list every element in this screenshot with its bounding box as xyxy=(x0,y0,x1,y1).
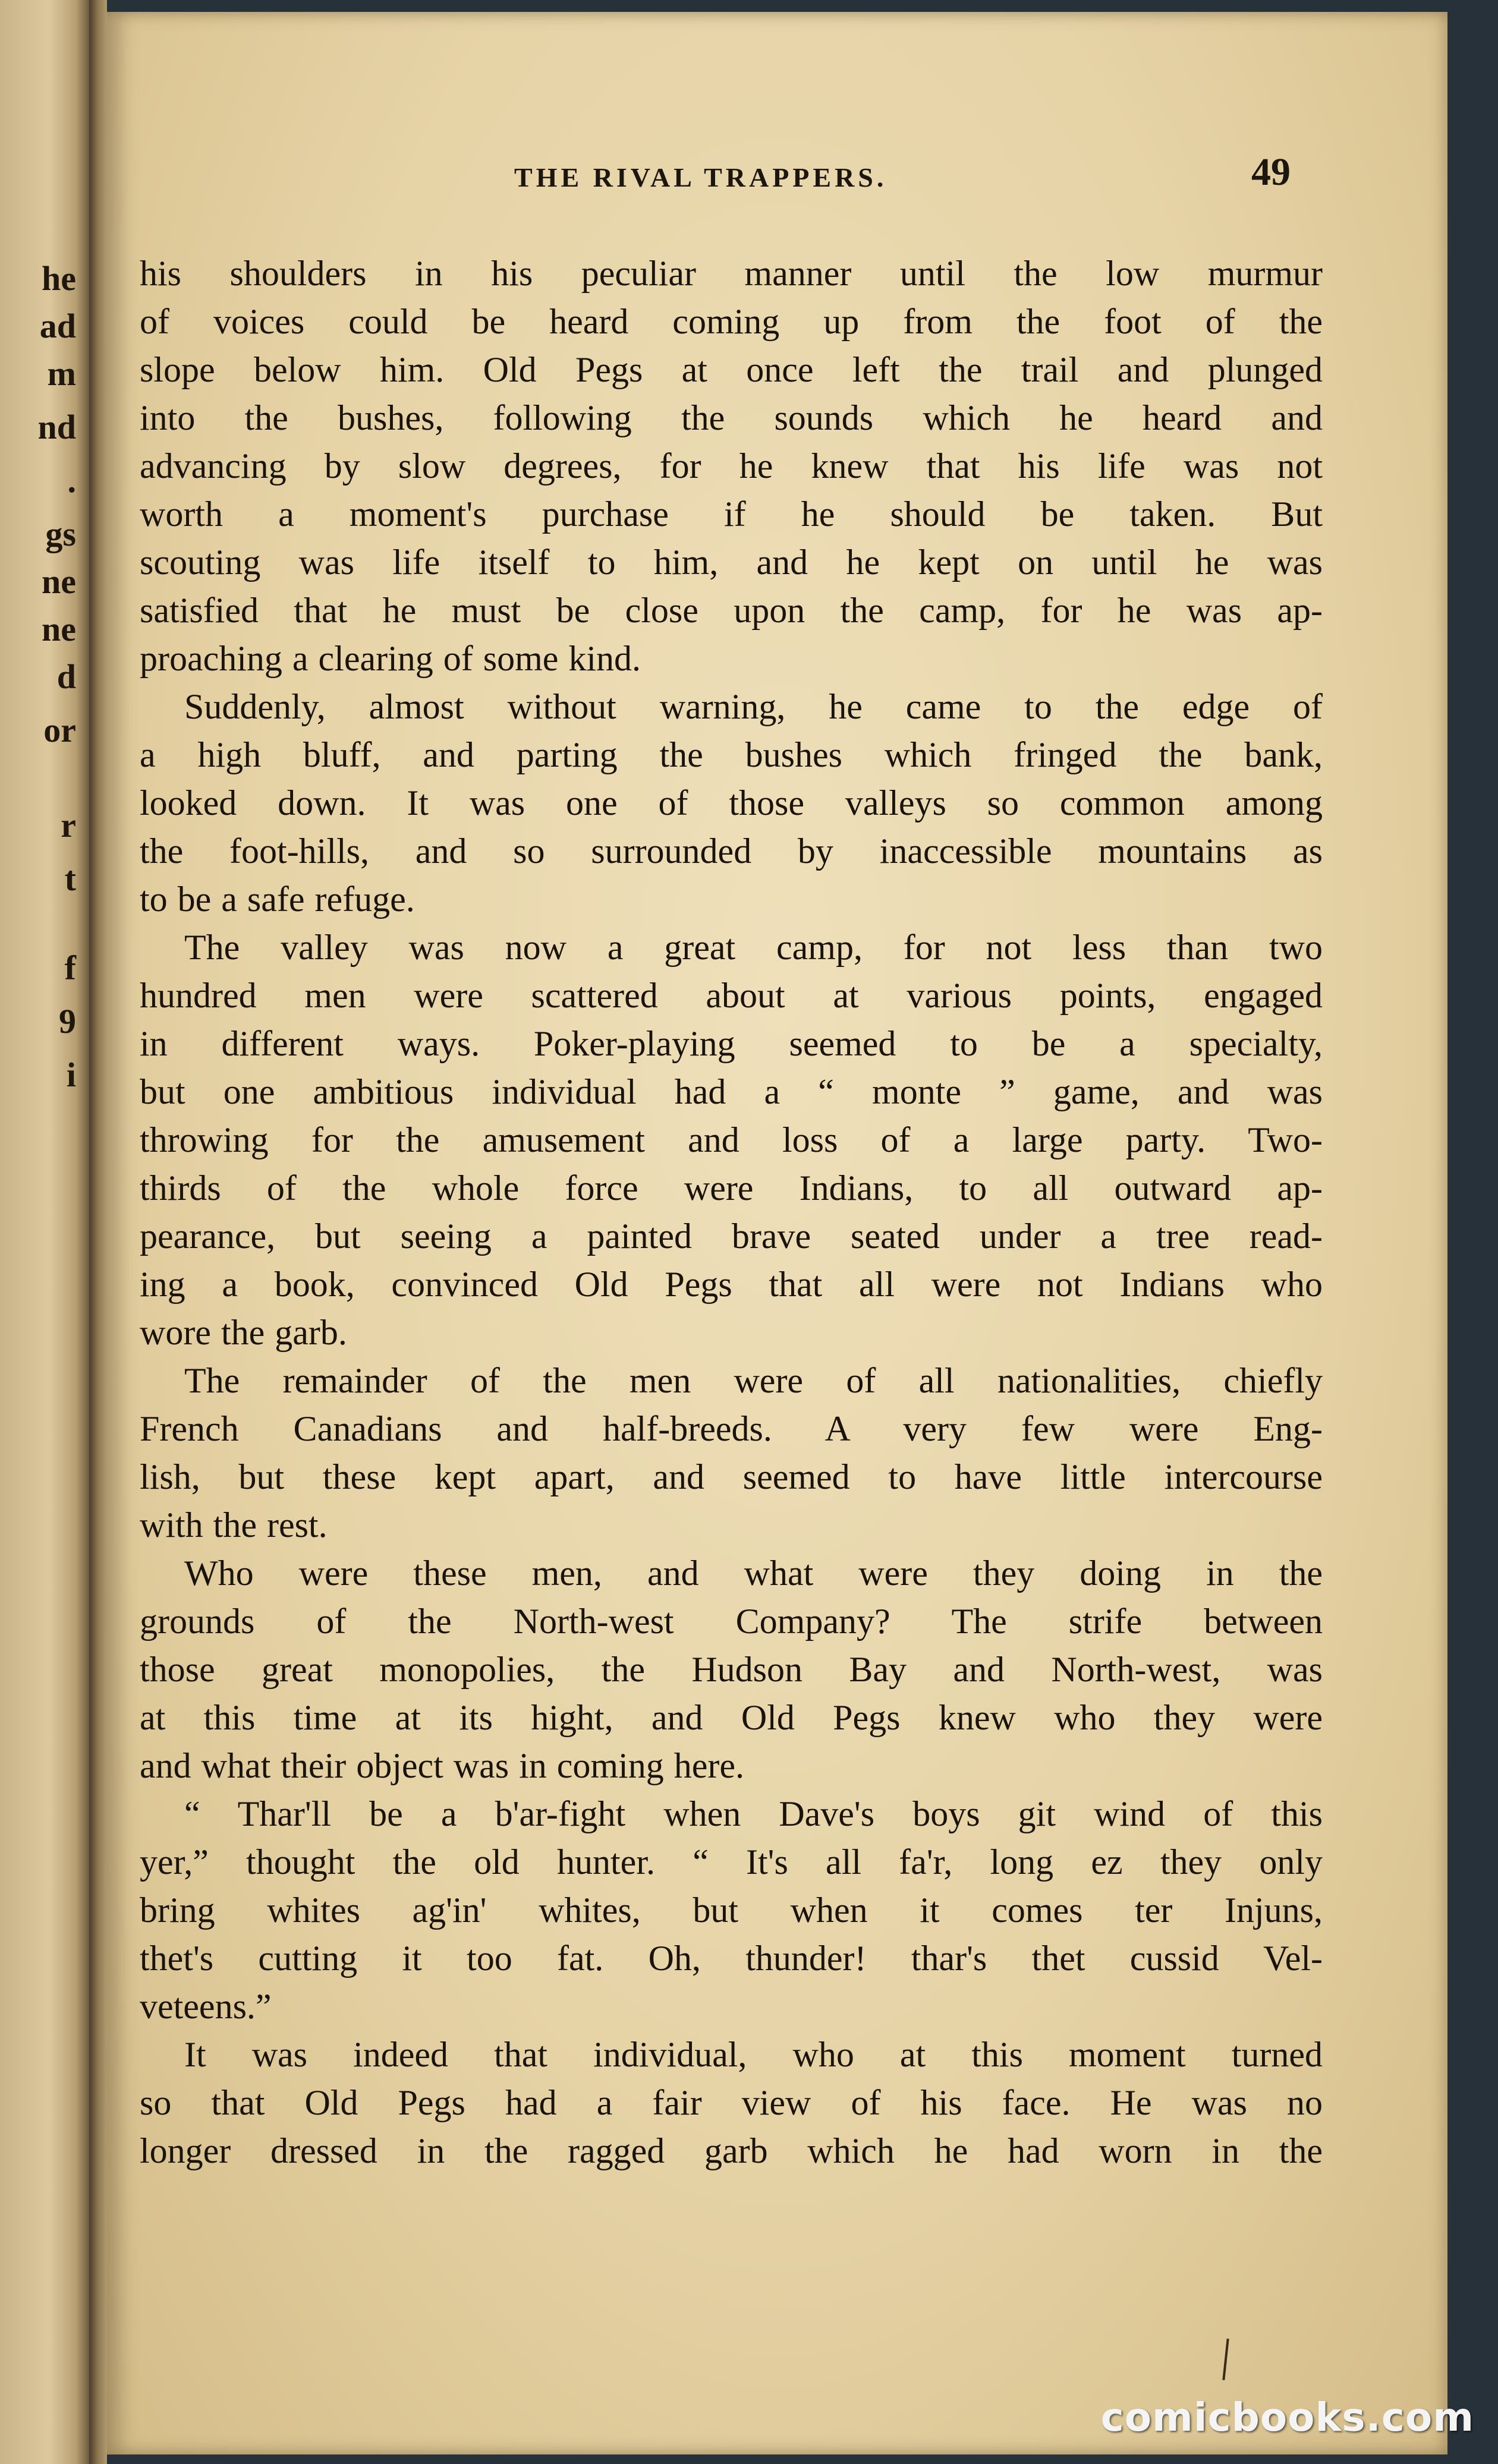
facing-page-fragment: ad xyxy=(39,307,76,345)
text-line: Who were these men, and what were they doing in the xyxy=(184,1554,1323,1593)
text-line: worth a moment's purchase if he should be taken. But xyxy=(140,494,1323,534)
text-line: his shoulders in his peculiar manner until the low murmur xyxy=(140,254,1323,293)
text-line: grounds of the North-west Company? The strife between xyxy=(140,1602,1323,1641)
text-line: “ Thar'll be a b'ar-fight when Dave's boys git wind of this xyxy=(184,1794,1323,1833)
facing-page-fragment: or xyxy=(43,711,76,749)
text-line: proaching a clearing of some kind. xyxy=(140,639,641,678)
body-text xyxy=(140,250,1323,2175)
text-line: the foot-hills, and so surrounded by inaccessible mountains as xyxy=(140,831,1323,871)
page-number: 49 xyxy=(1251,150,1291,194)
text-line: those great monopolies, the Hudson Bay and North-west, was xyxy=(140,1650,1323,1689)
text-line: advancing by slow degrees, for he knew that his life was not xyxy=(140,446,1323,486)
text-line: in different ways. Poker-playing seemed to be a specialty, xyxy=(140,1024,1323,1063)
text-line: into the bushes, following the sounds which he heard and xyxy=(140,398,1323,437)
text-line: longer dressed in the ragged garb which he had worn in the xyxy=(140,2131,1323,2170)
text-line: looked down. It was one of those valleys so common among xyxy=(140,783,1323,823)
text-line: scouting was life itself to him, and he kept on until he was xyxy=(140,543,1323,582)
facing-page-fragment: nd xyxy=(37,408,76,446)
facing-page-fragment: m xyxy=(47,354,76,393)
text-line: Suddenly, almost without warning, he came to the edge of xyxy=(184,687,1323,726)
text-line: yer,” thought the old hunter. “ It's all fa'r, long ez they only xyxy=(140,1842,1323,1882)
text-line: with the rest. xyxy=(140,1505,328,1545)
text-line: throwing for the amusement and loss of a large party. Two- xyxy=(140,1120,1323,1159)
text-line: French Canadians and half-breeds. A very few were Eng- xyxy=(140,1409,1323,1448)
text-line: to be a safe refuge. xyxy=(140,880,415,919)
book-page xyxy=(107,12,1447,2454)
text-line: satisfied that he must be close upon the camp, for he was ap- xyxy=(140,591,1323,630)
text-line: lish, but these kept apart, and seemed to have little intercourse xyxy=(140,1457,1323,1496)
pencil-mark xyxy=(1222,2339,1229,2380)
text-line: bring whites ag'in' whites, but when it comes ter Injuns, xyxy=(140,1890,1323,1930)
watermark-logo: comicbooks.com xyxy=(1100,2394,1474,2440)
facing-page-fragment: f xyxy=(64,949,76,987)
facing-page-fragment: gs xyxy=(45,515,76,553)
book-gutter xyxy=(89,0,107,2464)
text-line: but one ambitious individual had a “ monte ” game, and was xyxy=(140,1072,1323,1111)
facing-page-fragment: d xyxy=(56,657,76,696)
text-line: so that Old Pegs had a fair view of his face. He was no xyxy=(140,2083,1323,2122)
text-line: of voices could be heard coming up from the foot of the xyxy=(140,302,1323,341)
text-line: thet's cutting it too fat. Oh, thunder! thar's thet cussid Vel- xyxy=(140,1939,1323,1978)
text-line: ing a book, convinced Old Pegs that all were not Indians who xyxy=(140,1265,1323,1304)
facing-page-fragment: he xyxy=(42,259,76,298)
text-line: at this time at its hight, and Old Pegs knew who they were xyxy=(140,1698,1323,1737)
facing-page-fragment: ne xyxy=(42,610,76,648)
facing-page-fragment: 9 xyxy=(59,1002,76,1041)
running-head: THE RIVAL TRAPPERS. xyxy=(514,162,888,193)
facing-page-edge xyxy=(0,0,89,2464)
text-line: pearance, but seeing a painted brave seated under a tree read- xyxy=(140,1217,1323,1256)
facing-page-fragment: . xyxy=(67,461,76,500)
text-line: The valley was now a great camp, for not less than two xyxy=(184,928,1323,967)
text-line: a high bluff, and parting the bushes which fringed the bank, xyxy=(140,735,1323,774)
text-line: It was indeed that individual, who at this moment turned xyxy=(184,2035,1323,2074)
text-line: veteens.” xyxy=(140,1987,272,2026)
facing-page-fragment: t xyxy=(64,859,76,898)
facing-page-fragment: i xyxy=(66,1055,76,1094)
text-line: The remainder of the men were of all nationalities, chiefly xyxy=(184,1361,1323,1400)
text-line: slope below him. Old Pegs at once left the trail and plunged xyxy=(140,350,1323,389)
text-line: and what their object was in coming here. xyxy=(140,1746,745,1785)
facing-page-fragment: ne xyxy=(42,562,76,601)
text-line: thirds of the whole force were Indians, to all outward ap- xyxy=(140,1168,1323,1208)
text-line: wore the garb. xyxy=(140,1313,347,1352)
facing-page-fragment: r xyxy=(61,806,76,845)
text-line: hundred men were scattered about at various points, engaged xyxy=(140,976,1323,1015)
